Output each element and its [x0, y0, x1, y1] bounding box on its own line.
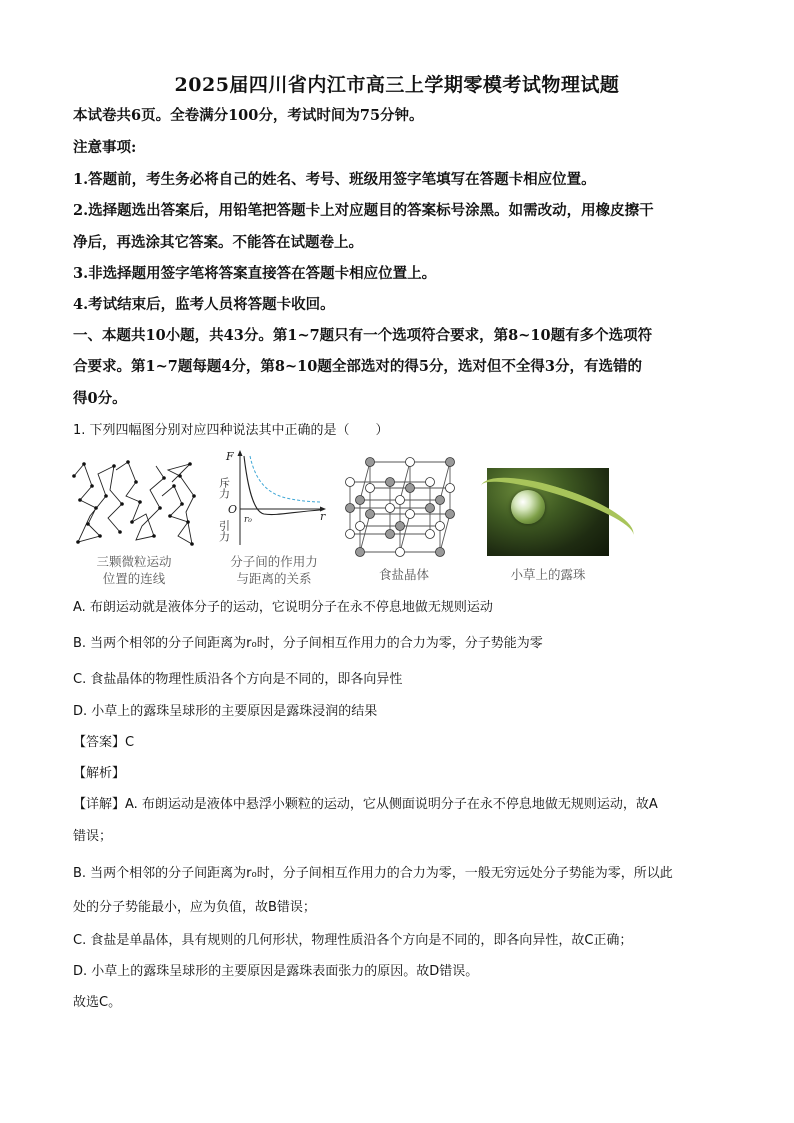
dew-drop-photo	[487, 468, 609, 556]
figure-caption: 食盐晶体	[378, 567, 429, 582]
note-item: 4.考试结束后，监考人员将答题卡收回。	[73, 296, 335, 313]
analysis-line: 【详解】A. 布朗运动是液体中悬浮小颗粒的运动，它从侧面说明分子在永不停息地做无规则运动，故A	[73, 797, 658, 812]
note-item: 3.非选择题用签字笔将答案直接答在答题卡相应位置上。	[73, 265, 437, 282]
exam-intro: 本试卷共6页。全卷满分100分，考试时间为75分钟。	[73, 107, 424, 124]
analysis-line: D. 小草上的露珠呈球形的主要原因是露珠表面张力的原因。故D错误。	[73, 964, 479, 979]
note-item: 净后，再选涂其它答案。不能答在试题卷上。	[73, 234, 363, 251]
analysis-line: 错误；	[73, 829, 113, 844]
option-a: A. 布朗运动就是液体分子的运动，它说明分子在永不停息地做无规则运动	[73, 600, 493, 615]
section-instructions: 合要求。第1~7题每题4分，第8~10题全部选对的得5分，选对但不全得3分，有选错的	[73, 358, 643, 375]
option-d: D. 小草上的露珠呈球形的主要原因是露珠浸润的结果	[73, 704, 378, 719]
answer: 【答案】C	[73, 735, 135, 750]
analysis-line: C. 食盐是单晶体，具有规则的几何形状，物理性质沿各个方向是不同的，即各向异性，故C正确；	[73, 933, 633, 948]
notes-heading: 注意事项:	[73, 139, 137, 156]
repulsion-label: 斥力	[217, 477, 231, 499]
brownian-motion-figure	[70, 456, 198, 548]
note-item: 1.答题前，考生务必将自己的姓名、考号、班级用签字笔填写在答题卡相应位置。	[73, 171, 596, 188]
origin-label: O	[228, 503, 238, 516]
option-b: B. 当两个相邻的分子间距离为r₀时，分子间相互作用力的合力为零，分子势能为零	[73, 636, 543, 651]
note-item: 2.选择题选出答案后，用铅笔把答题卡上对应题目的答案标号涂黑。如需改动，用橡皮擦干	[73, 202, 654, 219]
r0-label: r₀	[244, 515, 252, 525]
analysis-heading: 【解析】	[73, 766, 126, 781]
molecular-force-graph	[217, 450, 330, 550]
figure-caption: 三颗微粒运动 位置的连线	[96, 554, 172, 586]
grass-blade	[474, 464, 640, 556]
question-stem: 1. 下列四幅图分别对应四种说法其中正确的是（ ）	[73, 423, 389, 438]
figure-caption: 分子间的作用力 与距离的关系	[230, 554, 318, 586]
analysis-line: 处的分子势能最小，应为负值，故B错误；	[73, 900, 316, 915]
axis-label-r: r	[320, 510, 326, 523]
section-instructions: 得0分。	[73, 390, 127, 407]
figure-caption: 小草上的露珠	[510, 567, 586, 582]
analysis-line: 故选C。	[73, 995, 122, 1010]
page-title: 2025届四川省内江市高三上学期零模考试物理试题	[174, 74, 620, 96]
axis-label-f: F	[226, 450, 234, 463]
dew-drop	[511, 490, 545, 524]
section-instructions: 一、本题共10小题，共43分。第1~7题只有一个选项符合要求，第8~10题有多个选项符	[73, 327, 653, 344]
salt-crystal-figure	[344, 456, 462, 560]
attraction-label: 引力	[217, 520, 231, 542]
option-c: C. 食盐晶体的物理性质沿各个方向是不同的，即各向异性	[73, 672, 403, 687]
analysis-line: B. 当两个相邻的分子间距离为r₀时，分子间相互作用力的合力为零，一般无穷远处分子势能为零，所以此	[73, 866, 673, 881]
